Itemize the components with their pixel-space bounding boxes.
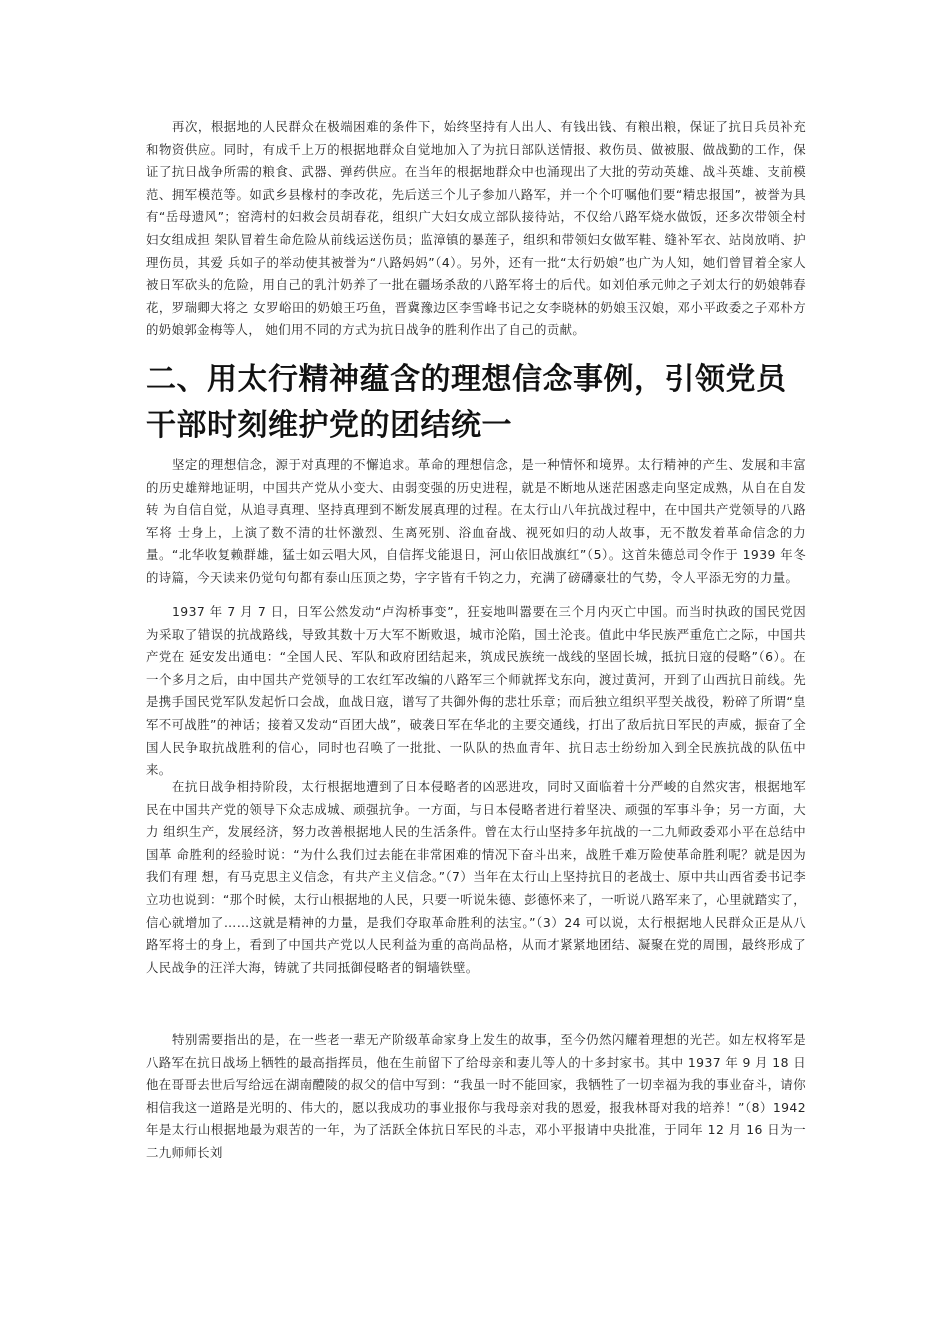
intro-paragraph: 再次，根据地的人民群众在极端困难的条件下，始终坚持有人出人、有钱出钱、有粮出粮，保证了抗日兵员补充和物资供应。同时，有成千上万的根据地群众自觉地加入了为抗日部队送情报、救伤员、做被服、做战勤的工作，保证了抗日战争所需的粮食、武器、弹药供应。在当年的根据地群众中也涌现出了大批的劳动英雄、战斗英雄、支前模范、拥军模范等。如武乡县椽村的李改花，先后送三个儿子参加八路军，并一个个叮嘱他们要“精忠报国”，被誉为具有“岳母遗风”；窑湾村的妇救会员胡春花，组织广大妇女成立部队接待站，不仅给八路军烧水做饭，还多次带领全村妇女组成担 架队冒着生命危险从前线运送伤员；监漳镇的暴莲子，组织和带领妇女做军鞋、缝补军衣、站岗放哨、护理伤员，其爱 兵如子的举动使其被誉为“八路妈妈”（4）。另外，还有一批“太行奶娘”也广为人知，她们曾冒着全家人被日军砍头的危险，用自己的乳汁奶养了一批在疆场杀敌的八路军将士的后代。如刘伯承元帅之子刘太行的奶娘韩春花，罗瑞卿大将之 女罗峪田的奶娘王巧鱼，晋冀豫边区李雪峰书记之女李晓林的奶娘玉汉娘，邓小平政委之子邓朴方的奶娘郭金梅等人， 她们用不同的方式为抗日战争的胜利作出了自己的贡献。 xyxy=(146,119,806,338)
section-paragraph-3: 在抗日战争相持阶段，太行根据地遭到了日本侵略者的凶恶进攻，同时又面临着十分严峻的自然灾害，根据地军 民在中国共产党的领导下众志成城、顽强抗争。一方面，与日本侵略者进行着坚决、顽强的军事斗争；另一方面，大力 组织生产，发展经济，努力改善根据地人民的生活条件。曾在太行山坚持多年抗战的一二九师政委邓小平在总结中国革 命胜利的经验时说：“为什么我们过去能在非常困难的情况下奋斗出来，战胜千难万险使革命胜利呢？就是因为我们有理 想，有马克思主义信念，有共产主义信念。”（7）当年在太行山上坚持抗日的老战士、原中共山西省委书记李立功也说到：“那个时候，太行山根据地的人民，只要一听说朱德、彭德怀来了，一听说八路军来了，心里就踏实了，信心就增加了……这就是精神的力量，是我们夺取革命胜利的法宝。”（3）24 可以说，太行根据地人民群众正是从八路军将士的身上，看到了中国共产党以人民利益为重的高尚品格，从而才紧紧地团结、凝聚在党的周围，最终形成了人民战争的汪洋大海，铸就了共同抵御侵略者的铜墙铁壁。 xyxy=(146,779,806,975)
section-paragraph-2: 1937 年 7 月 7 日，日军公然发动“卢沟桥事变”，狂妄地叫嚣要在三个月内灭亡中国。而当时执政的国民党因为采取了错误的抗战路线，导致其数十万大军不断败退，城市沦陷，国土沦丧。值此中华民族严重危亡之际，中国共产党在 延安发出通电：“全国人民、军队和政府团结起来，筑成民族统一战线的坚固长城，抵抗日寇的侵略”（6）。在一个多月之后，由中国共产党领导的工农红军改编的八路军三个师就挥戈东向，渡过黄河，开到了山西抗日前线。先是携手国民党军队发起忻口会战，血战日寇，谱写了共御外侮的悲壮乐章；而后独立组织平型关战役，粉碎了所谓“皇军不可战胜”的神话；接着又发动“百团大战”，破袭日军在华北的主要交通线，打出了敌后抗日军民的声威，振奋了全国人民争取抗战胜利的信心，同时也召唤了一批批、一队队的热血青年、抗日志士纷纷加入到全民族抗战的队伍中来。 xyxy=(146,604,806,778)
section-paragraph-4: 特别需要指出的是，在一些老一辈无产阶级革命家身上发生的故事，至今仍然闪耀着理想的光芒。如左权将军是 八路军在抗日战场上牺牲的最高指挥员，他在生前留下了给母亲和妻儿等人的十多封家书。其中 1937 年 9 月 18 日他在哥哥去世后写给远在湖南醴陵的叔父的信中写到：“我虽一时不能回家，我牺牲了一切幸福为我的事业奋斗，请你相信我这一道路是光明的、伟大的，愿以我成功的事业报你与我母亲对我的恩爱，报我林哥对我的培养！”（8）1942 年是太行山根据地最为艰苦的一年，为了活跃全体抗日军民的斗志，邓小平报请中央批准，于同年 12 月 16 日为一二九师师长刘 xyxy=(146,1032,806,1160)
section-heading: 二、用太行精神蕴含的理想信念事例，引领党员干部时刻维护党的团结统一 xyxy=(146,362,787,443)
section-paragraph-1: 坚定的理想信念，源于对真理的不懈追求。革命的理想信念，是一种情怀和境界。太行精神的产生、发展和丰富 的历史雄辩地证明，中国共产党从小变大、由弱变强的历史进程，就是不断地从迷茫困惑走向坚定成熟，从自在自发转 为自信自觉，从追寻真理、坚持真理到不断发展真理的过程。在太行山八年抗战过程中，在中国共产党领导的八路军将 士身上，上演了数不清的壮怀激烈、生离死别、浴血奋战、视死如归的动人故事，无不散发着革命信念的力量。“北华收复赖群雄，猛士如云唱大风，自信挥戈能退日，河山依旧战旗红”（5）。这首朱德总司令作于 1939 年冬的诗篇，今天读来仍觉句句都有泰山压顶之势，字字皆有千钧之力，充满了磅礴豪壮的气势，令人平添无穷的力量。 xyxy=(146,457,806,585)
